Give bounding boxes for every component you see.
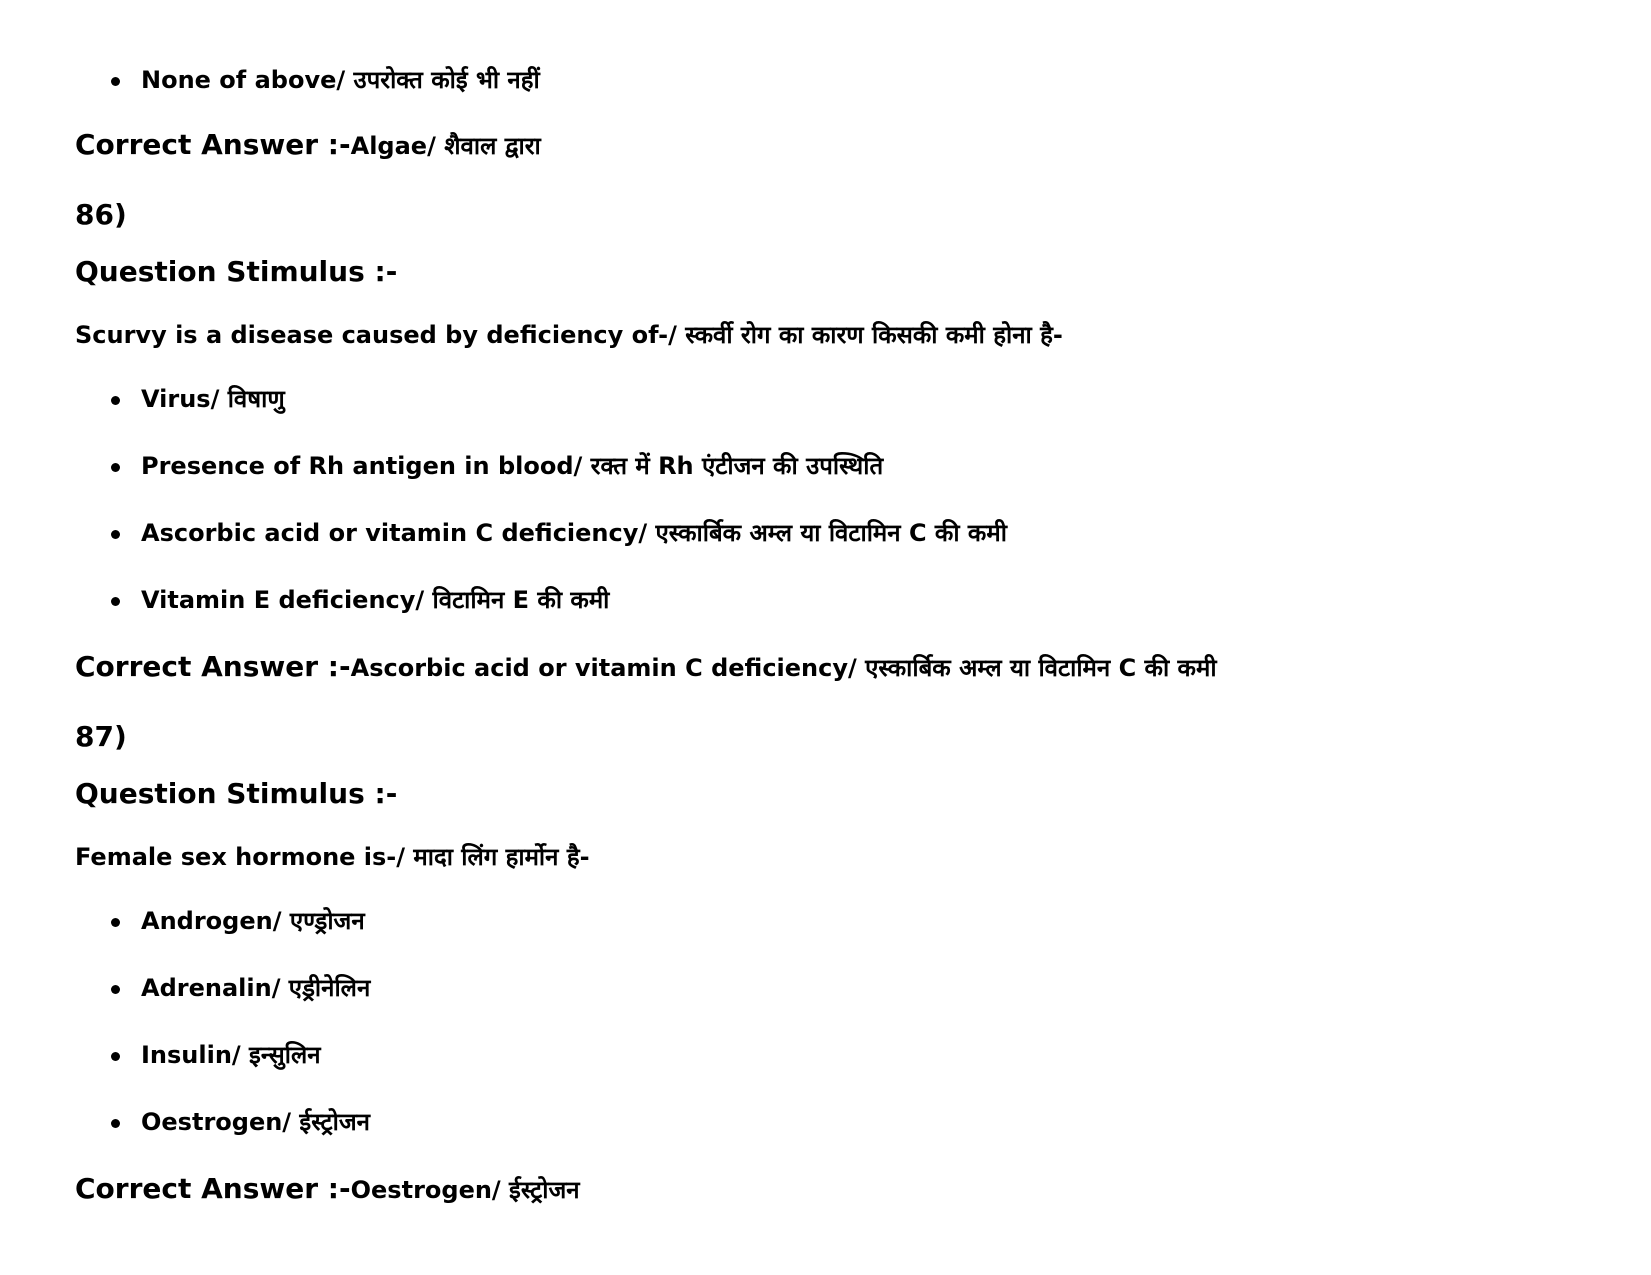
option-item: Adrenalin/ एड्रीनेलिन <box>141 974 371 1002</box>
bullet-icon <box>111 1052 120 1061</box>
option-item: Ascorbic acid or vitamin C deficiency/ एस्कार्बिक अम्ल या विटामिन C की कमी <box>141 519 1007 547</box>
correct-answer-value: Algae/ शैवाल द्वारा <box>350 132 541 160</box>
question-stimulus-label: Question Stimulus :- <box>75 255 398 288</box>
correct-answer-label: Correct Answer :- <box>75 650 351 683</box>
bullet-icon <box>111 985 120 994</box>
correct-answer-value: Oestrogen/ ईस्ट्रोजन <box>350 1176 580 1204</box>
question-stimulus-text: Female sex hormone is-/ मादा लिंग हार्मोन है- <box>75 843 590 871</box>
bullet-icon <box>111 918 120 927</box>
bullet-icon <box>111 1119 120 1128</box>
option-item: Vitamin E deficiency/ विटामिन E की कमी <box>141 586 610 614</box>
option-item: Androgen/ एण्ड्रोजन <box>141 907 365 935</box>
correct-answer-label: Correct Answer :- <box>75 1172 351 1205</box>
bullet-icon <box>111 396 120 405</box>
bullet-icon <box>111 77 120 86</box>
question-stimulus-label: Question Stimulus :- <box>75 777 398 810</box>
bullet-icon <box>111 597 120 606</box>
bullet-icon <box>111 463 120 472</box>
option-item: Presence of Rh antigen in blood/ रक्त में Rh एंटीजन की उपस्थिति <box>141 452 884 480</box>
correct-answer <box>75 650 1217 683</box>
option-item: Oestrogen/ ईस्ट्रोजन <box>141 1108 370 1136</box>
correct-answer-value: Ascorbic acid or vitamin C deficiency/ एस्कार्बिक अम्ल या विटामिन C की कमी <box>350 654 1217 682</box>
question-number: 86) <box>75 198 127 231</box>
correct-answer <box>75 1172 580 1205</box>
option-item: None of above/ उपरोक्त कोई भी नहीं <box>141 66 540 94</box>
bullet-icon <box>111 530 120 539</box>
question-number: 87) <box>75 720 127 753</box>
correct-answer-label: Correct Answer :- <box>75 128 351 161</box>
question-stimulus-text: Scurvy is a disease caused by deficiency of-/ स्कर्वी रोग का कारण किसकी कमी होना है- <box>75 321 1063 349</box>
option-item: Virus/ विषाणु <box>141 385 285 413</box>
option-item: Insulin/ इन्सुलिन <box>141 1041 321 1069</box>
correct-answer <box>75 128 541 161</box>
